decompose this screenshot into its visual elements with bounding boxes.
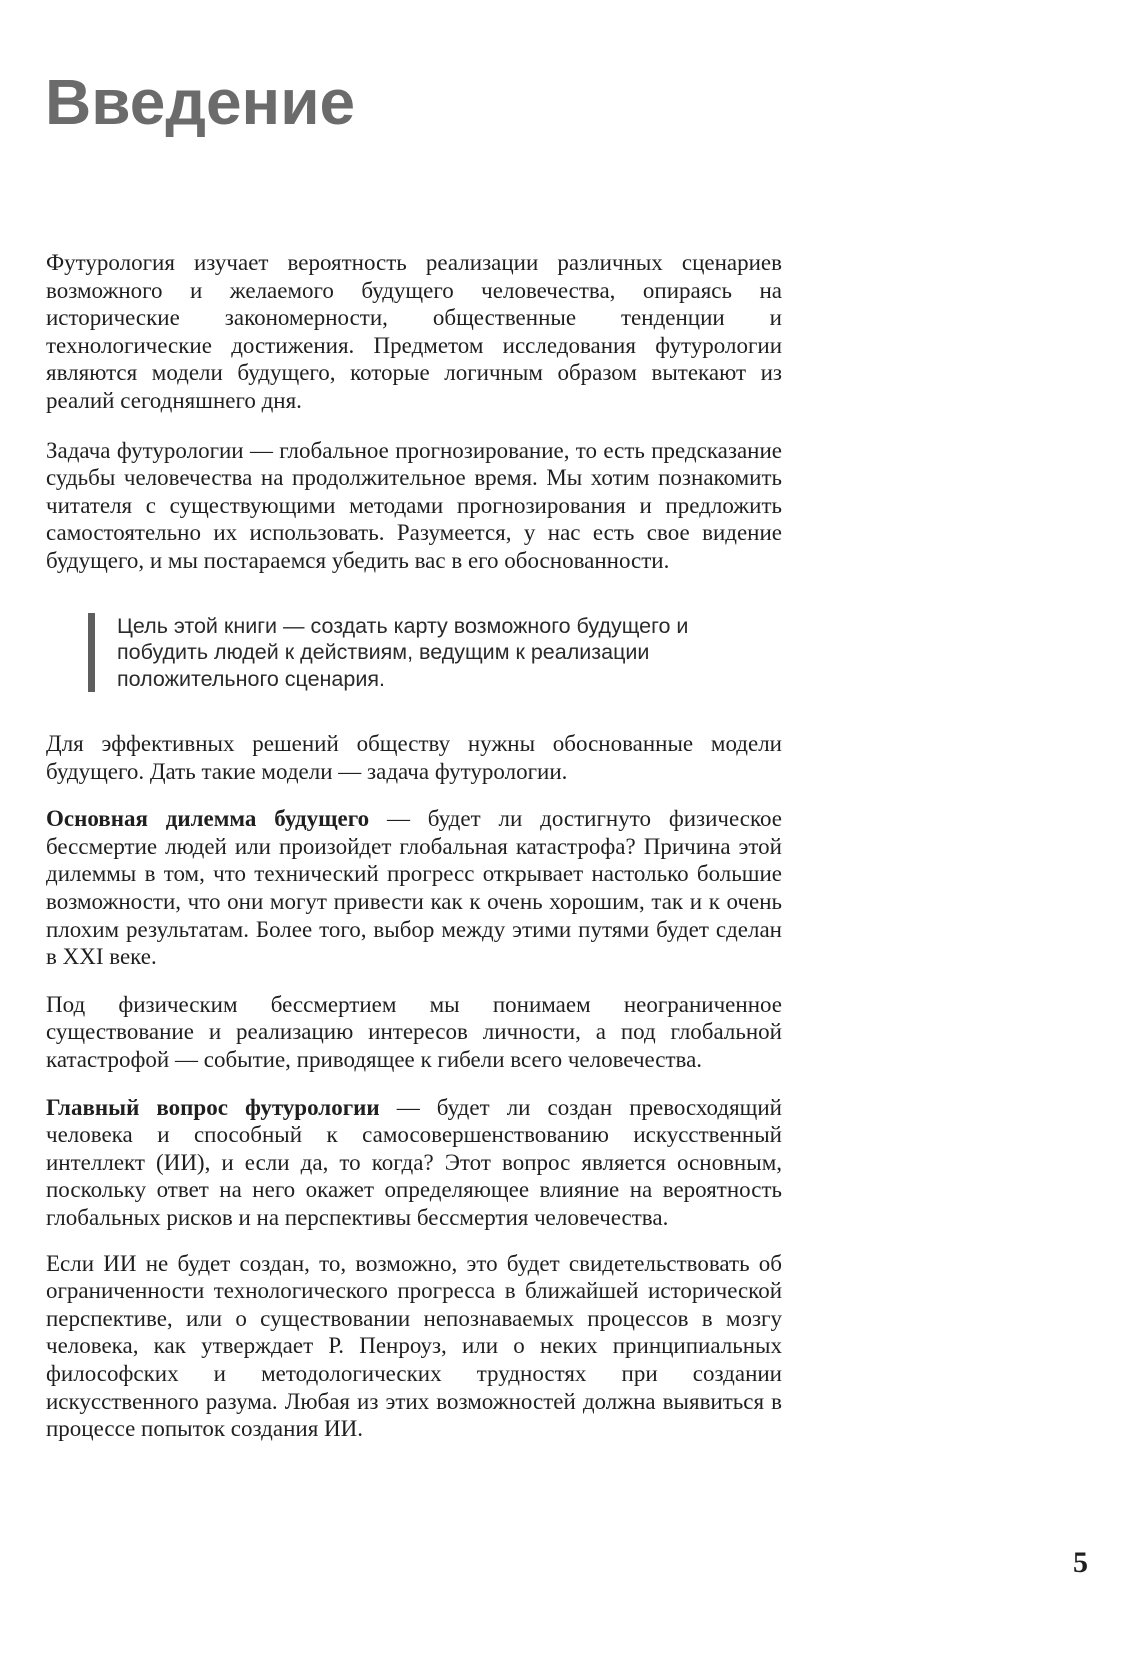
paragraph-4 <box>46 805 782 971</box>
term-main-question: Главный вопрос футурологии <box>46 1094 380 1120</box>
body-text <box>46 249 782 1443</box>
paragraph-2: Задача футурологии — глобальное прогнозирование, то есть предсказание судьбы человечества на продолжительное время. Мы хотим познакомить читателя с существующими методами прогнозирования и предложить самостоятельно их использовать. Разумеется, у нас есть свое видение будущего, и мы постараемся убедить вас в его обоснованности. <box>46 437 782 573</box>
paragraph-1: Футурология изучает вероятность реализации различных сценариев возможного и желаемого будущего человечества, опираясь на исторические закономерности, общественные тенденции и технологические достижения. Предметом исследования футурологии являются модели будущего, которые логичным образом вытекают из реалий сегодняшнего дня. <box>46 250 782 413</box>
page-number: 5 <box>1073 1546 1088 1579</box>
callout-text: Цель этой книги — создать карту возможного будущего и побудить людей к действиям, ведущим к реализации положительного сценария. <box>117 613 689 691</box>
term-main-dilemma: Основная дилемма будущего <box>46 806 370 832</box>
paragraph-6 <box>46 1094 782 1232</box>
paragraph-5: Под физическим бессмертием мы понимаем неограниченное существование и реализацию интересов личности, а под глобальной катастрофой — событие, приводящее к гибели всего человечества. <box>46 991 782 1072</box>
paragraph-6-text: — будет ли создан превосходящий человека и способный к самосовершенствованию искусственный интеллект (ИИ), и если да, то когда? Этот вопрос является основным, поскольку ответ на него окажет определяющее влияние на вероятность глобальных рисков и на перспективы бессмертия человечества. <box>46 1094 782 1230</box>
paragraph-4-text: — будет ли достигнуто физическое бессмертие людей или произойдет глобальная катастрофа? Причина этой дилеммы в том, что технический прогресс открывает настолько большие возможности, что они могут привести как к очень хорошим, так и к очень плохим результатам. Более того, выбор между этими путями будет сделан в XXI веке. <box>46 806 782 970</box>
callout-quote <box>88 613 757 693</box>
paragraph-3: Для эффективных решений обществу нужны обоснованные модели будущего. Дать такие модели — задача футурологии. <box>46 731 782 784</box>
page-title: Введение <box>45 66 356 138</box>
paragraph-7: Если ИИ не будет создан, то, возможно, это будет свидетельствовать об ограниченности технологического прогресса в ближайшей исторической перспективе, или о существовании непознаваемых процессов в мозгу человека, как утверждает Р. Пенроуз, или о неких принципиальных философских и методологических трудностях при создании искусственного разума. Любая из этих возможностей должна выявиться в процессе попыток создания ИИ. <box>46 1250 782 1442</box>
